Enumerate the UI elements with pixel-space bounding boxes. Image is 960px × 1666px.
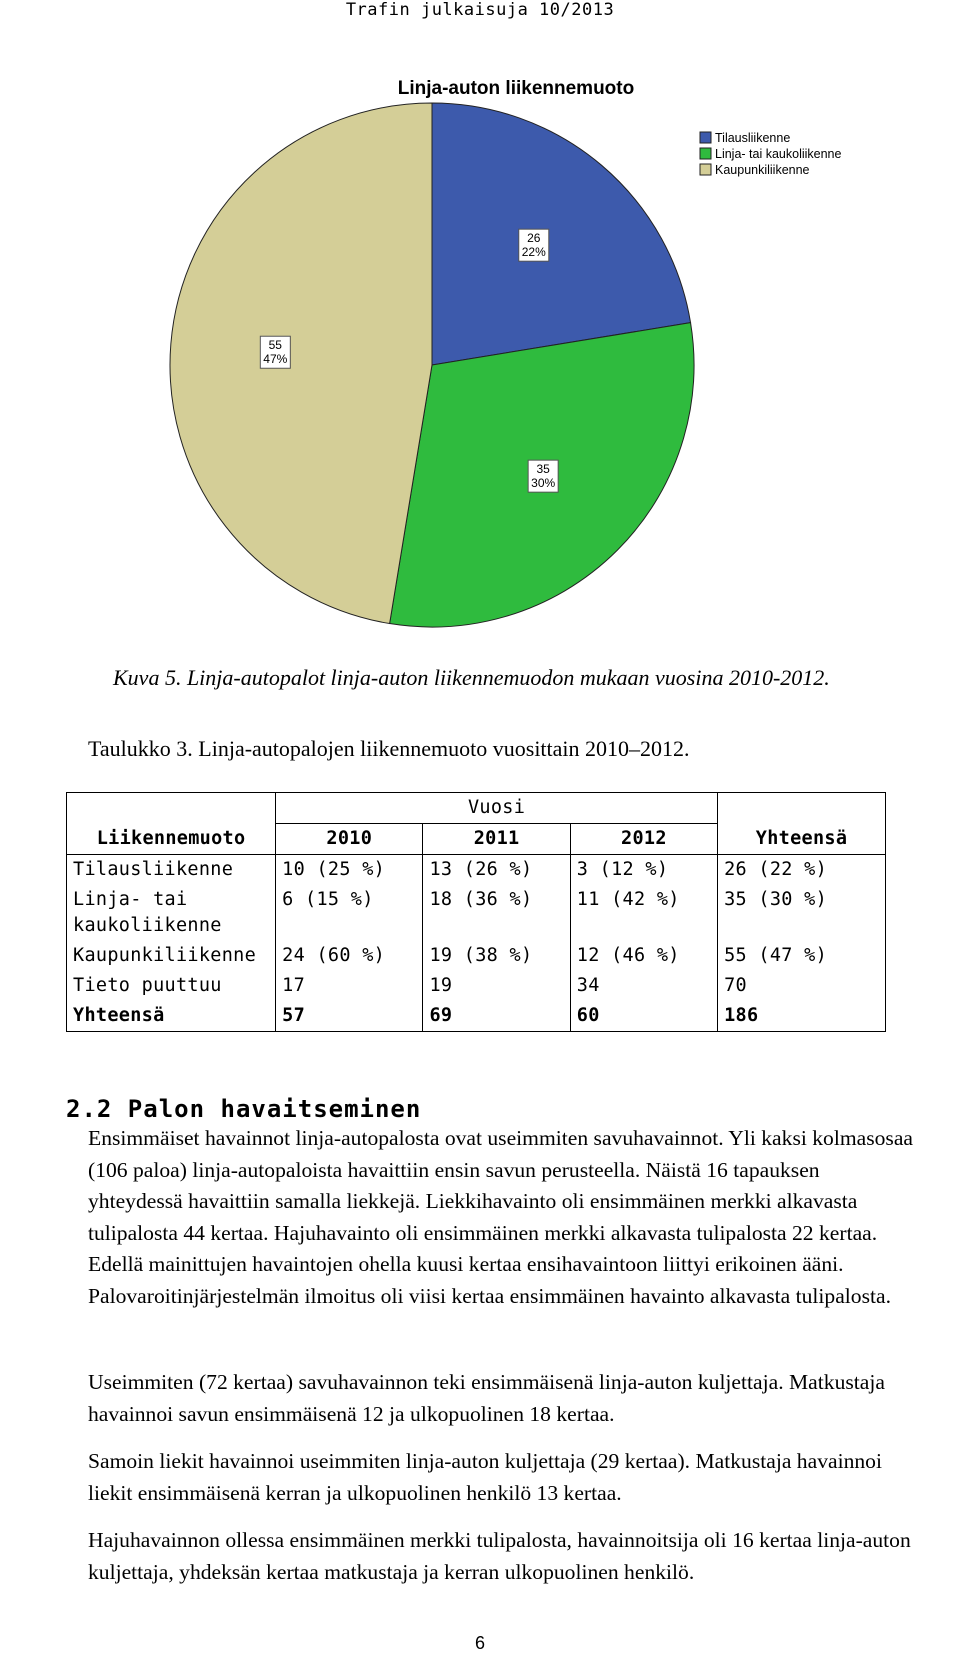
table-cell: 11 (42 %): [570, 885, 717, 941]
figure-caption: Kuva 5. Linja-autopalot linja-auton liikennemuodon mukaan vuosina 2010-2012.: [113, 665, 830, 690]
section-heading: 2.2 Palon havaitseminen: [66, 1095, 422, 1123]
table-col-header: 2010: [276, 824, 423, 855]
pie-slices: [170, 103, 694, 627]
table-header-row-1: [67, 793, 886, 824]
pie-data-label-1: [519, 229, 549, 261]
legend-swatch: [700, 148, 711, 159]
table-row-label: Tilausliikenne: [67, 855, 276, 886]
legend-swatch: [700, 164, 711, 175]
pie-value-label: 26: [527, 231, 541, 246]
pie-percent-label: 30%: [531, 476, 556, 491]
legend-swatch: [700, 132, 711, 143]
table-col-header: Liikennemuoto: [67, 824, 276, 855]
table-cell: 60: [570, 1001, 717, 1032]
pie-value-label: 55: [268, 338, 282, 353]
table-cell: 13 (26 %): [423, 855, 570, 886]
table-cell: 19 (38 %): [423, 941, 570, 971]
legend-item-3: [700, 163, 810, 177]
legend-item-1: [700, 131, 790, 145]
pie-percent-label: 22%: [521, 245, 546, 260]
legend-item-2: [700, 147, 842, 161]
table-cell: 19: [423, 971, 570, 1001]
table-col-header: Yhteensä: [718, 824, 886, 855]
table-cell: 55 (47 %): [718, 941, 886, 971]
legend-label: Tilausliikenne: [715, 131, 791, 145]
table-total-row: [67, 1001, 886, 1032]
paragraph: Samoin liekit havainnoi useimmiten linja-auton kuljettaja (29 kertaa). Matkustaja havainnoi liekit ensimmäisenä kerran ja ulkopuolinen henkilö 13 kertaa.: [88, 1449, 882, 1505]
table-col-header: 2011: [423, 824, 570, 855]
table-row-label: Kaupunkiliikenne: [67, 941, 276, 971]
paragraph: Ensimmäiset havainnot linja-autopalosta ovat useimmiten savuhavainnot. Yli kaksi kolmasosaa (106 paloa) linja-autopaloista havaittiin ensin savun perusteella. Näistä 16 tapauksen yhteydessä havaittiin samalla liekkejä. Liekkihavainto oli ensimmäinen merkki alkavasta tulipalosta 44 kertaa. Hajuhavainto oli ensimmäinen merkki alkavasta tulipalosta 22 kertaa. Edellä mainittujen havaintojen ohella kuusi kertaa ensihavaintoon liittyi erikoinen ääni. Palovaroitinjärjestelmän ilmoitus oli viisi kertaa ensimmäinen havainto alkavasta tulipalosta.: [88, 1126, 913, 1308]
table-cell: 3 (12 %): [570, 855, 717, 886]
data-table: [66, 792, 886, 1032]
pie-percent-label: 47%: [263, 352, 288, 367]
table-row-label: Linja- tai kaukoliikenne: [67, 885, 276, 941]
pie-data-label-2: [528, 460, 558, 492]
chart-title: Linja-auton liikennemuoto: [397, 78, 635, 99]
table-cell: 10 (25 %): [276, 855, 423, 886]
table-cell: 6 (15 %): [276, 885, 423, 941]
table-cell: 57: [276, 1001, 423, 1032]
table-cell: 12 (46 %): [570, 941, 717, 971]
table-row: [67, 941, 886, 971]
table-row-label: Yhteensä: [67, 1001, 276, 1032]
table-cell: 69: [423, 1001, 570, 1032]
table-caption: Taulukko 3. Linja-autopalojen liikennemuoto vuosittain 2010–2012.: [88, 736, 690, 761]
pie-value-label: 35: [536, 462, 550, 477]
paragraph: Useimmiten (72 kertaa) savuhavainnon teki ensimmäisenä linja-auton kuljettaja. Matkustaja havainnoi savun ensimmäisenä 12 ja ulkopuolinen 18 kertaa.: [88, 1370, 885, 1426]
table-cell: 24 (60 %): [276, 941, 423, 971]
paragraph: Hajuhavainnon ollessa ensimmäinen merkki tulipalosta, havainnoitsija oli 16 kertaa linja-auton kuljettaja, yhdeksän kertaa matkustaja ja kerran ulkopuolinen henkilö.: [88, 1528, 911, 1584]
table-cell: 70: [718, 971, 886, 1001]
table-cell: 26 (22 %): [718, 855, 886, 886]
table-header-empty: [67, 793, 276, 824]
table-row: [67, 885, 886, 941]
pie-data-label-3: [260, 336, 290, 368]
legend-label: Linja- tai kaukoliikenne: [715, 147, 842, 161]
pie-chart-svg: [160, 70, 900, 670]
pie-chart: [160, 70, 900, 670]
table-row-label: Tieto puuttuu: [67, 971, 276, 1001]
table-header-empty: [718, 793, 886, 824]
table-cell: 35 (30 %): [718, 885, 886, 941]
pie-slice-1: [432, 103, 691, 365]
table-group-header: Vuosi: [276, 793, 718, 824]
legend-label: Kaupunkiliikenne: [715, 163, 810, 177]
page-number: 6: [474, 1633, 485, 1653]
running-header: Trafin julkaisuja 10/2013: [345, 0, 615, 20]
table-row: [67, 971, 886, 1001]
pie-slice-3: [170, 103, 432, 624]
table-row: [67, 855, 886, 886]
table-cell: 18 (36 %): [423, 885, 570, 941]
table-col-header: 2012: [570, 824, 717, 855]
table-cell: 34: [570, 971, 717, 1001]
chart-legend: [700, 131, 842, 177]
table-cell: 186: [718, 1001, 886, 1032]
table-cell: 17: [276, 971, 423, 1001]
table-header-row-2: [67, 824, 886, 855]
